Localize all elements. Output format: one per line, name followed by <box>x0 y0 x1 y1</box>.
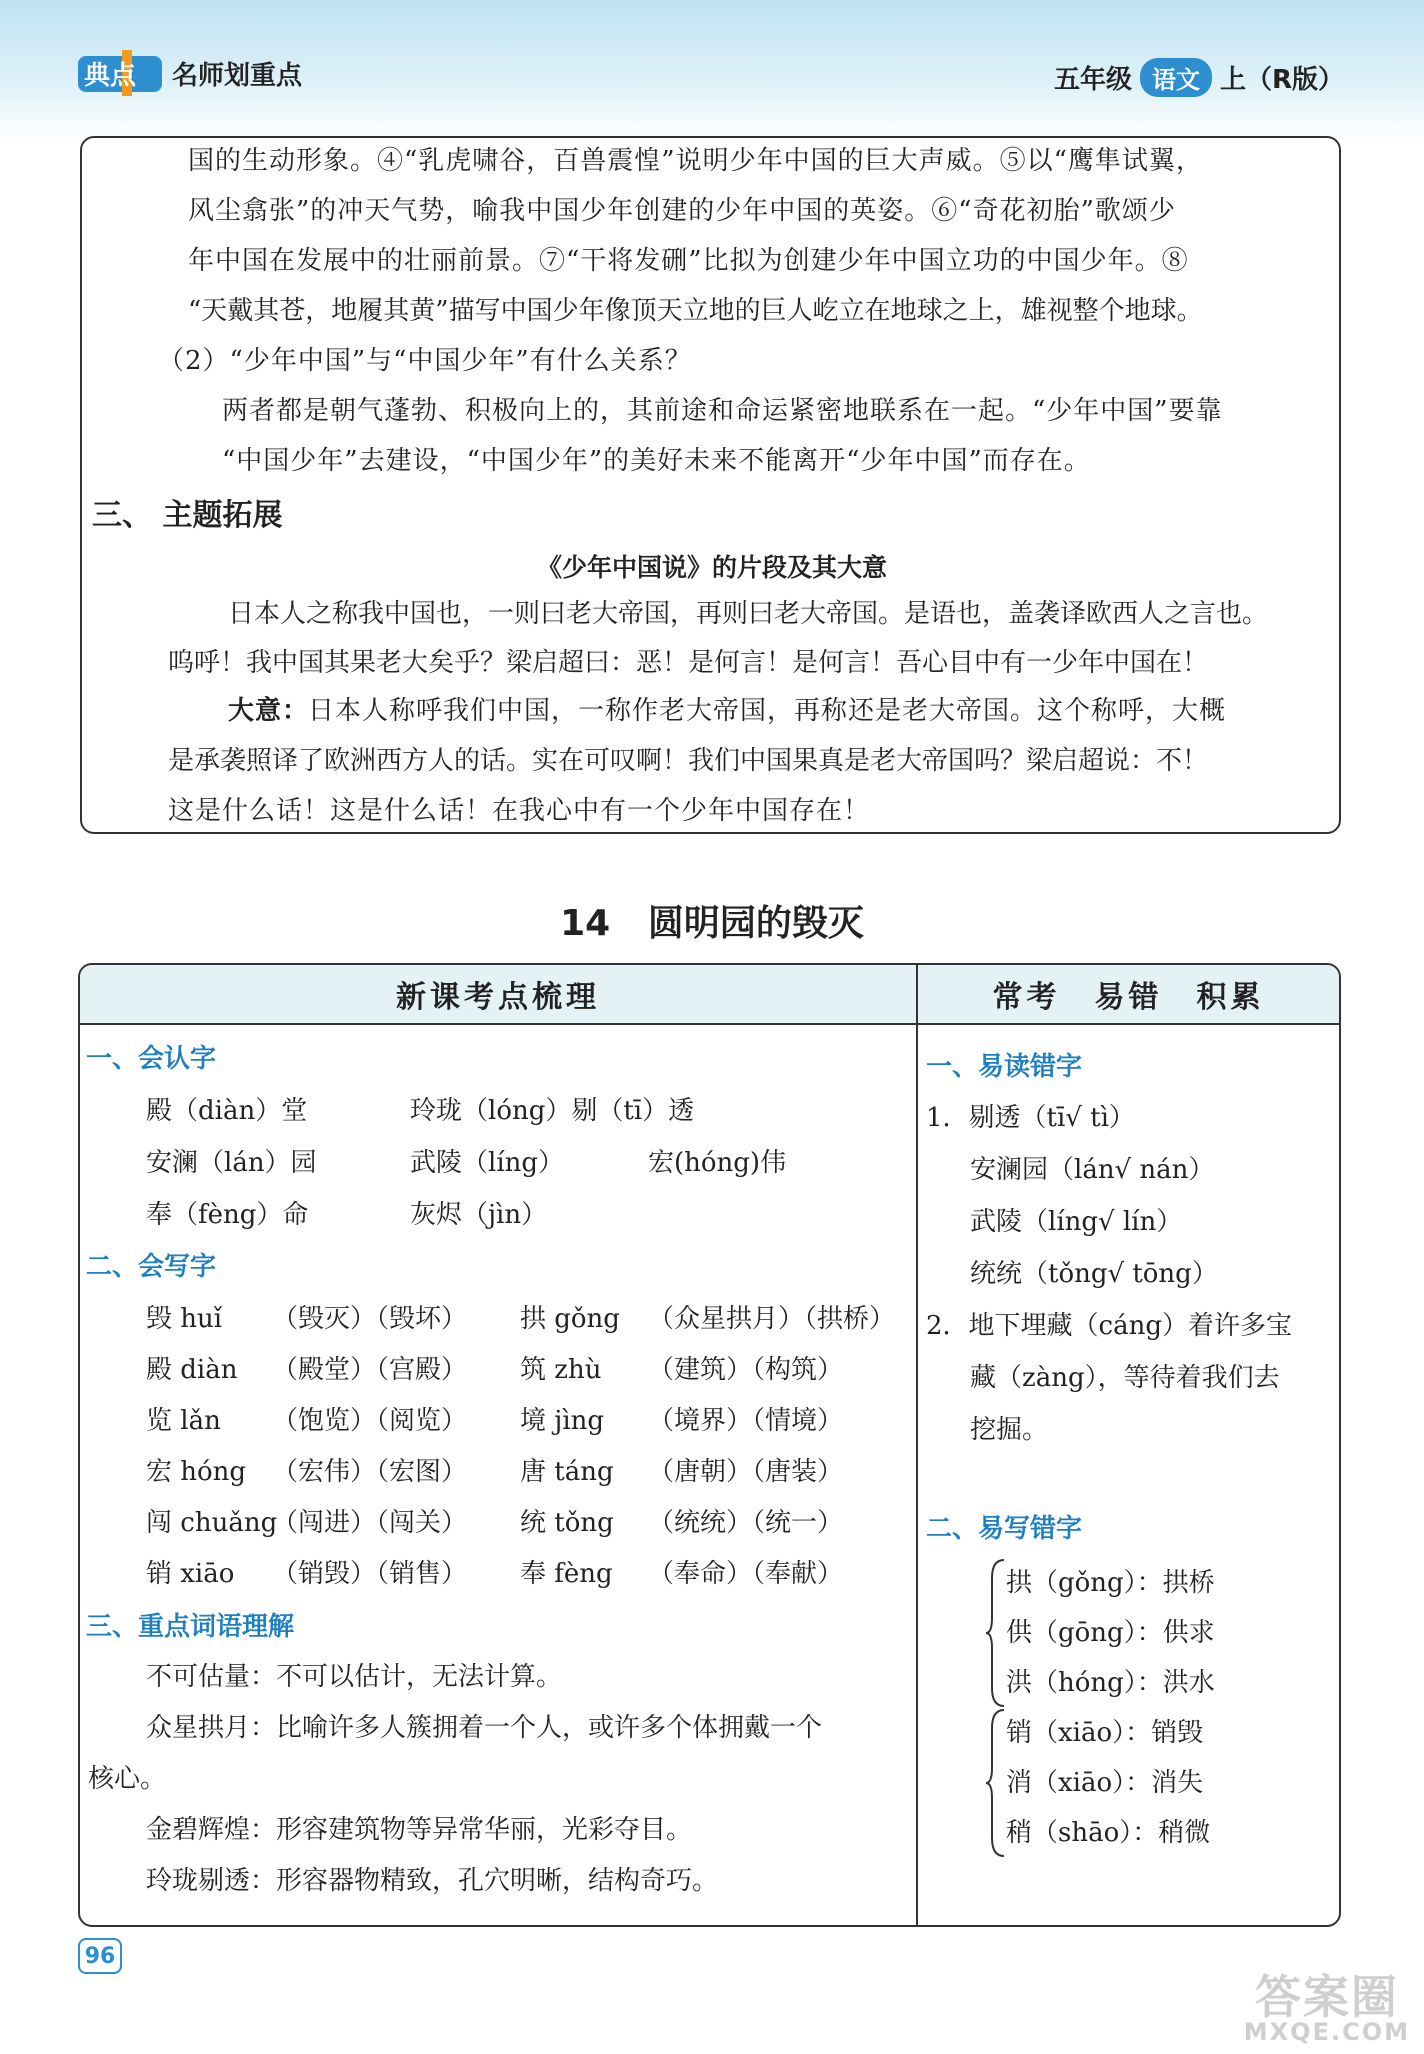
miswrite-item: 消（xiāo）：消失 <box>1006 1768 1204 1798</box>
lesson-name: 圆明园的毁灭 <box>647 903 864 944</box>
subject-badge: 语文 <box>1140 58 1212 97</box>
right-column-header: 常考 易错 积累 <box>916 965 1341 1025</box>
write-char: 览 lǎn <box>146 1406 221 1436</box>
recognize-item: 殿（diàn）堂 <box>146 1096 308 1126</box>
answer-line: 国的生动形象。④“乳虎啸谷，百兽震惶”说明少年中国的巨大声威。⑤以“鹰隼试翼， <box>188 146 1203 176</box>
misread-line: 安澜园（lán√ nán） <box>970 1155 1215 1185</box>
section-title: 三、 主题拓展 <box>92 498 283 533</box>
write-char: 境 jìng <box>520 1406 605 1436</box>
miswrite-item: 洪（hóng）：洪水 <box>1006 1668 1215 1698</box>
vocab-line: 玲珑剔透：形容器物精致，孔穴明晰，结构奇巧。 <box>146 1866 719 1896</box>
vocab-line: 金碧辉煌：形容建筑物等异常华丽，光彩夺目。 <box>146 1815 693 1845</box>
miswrite-item: 销（xiāo）：销毁 <box>1006 1718 1204 1748</box>
recognize-item: 奉（fèng）命 <box>146 1200 309 1230</box>
section-misread-title: 一、易读错字 <box>926 1052 1083 1082</box>
write-words: （销毁）（销售） <box>272 1559 468 1589</box>
write-char: 唐 táng <box>520 1457 614 1487</box>
write-words: （境界）（情境） <box>648 1406 844 1436</box>
meaning-line: 是承袭照译了欧洲西方人的话。实在可叹啊！我们中国果真是老大帝国吗？梁启超说：不！ <box>168 746 1209 776</box>
misread-line: 1．剔透（tī√ tì） <box>926 1103 1135 1133</box>
watermark-sub: MXQE.COM <box>1243 2018 1410 2046</box>
miswrite-item: 供（gōng）：供求 <box>1006 1618 1215 1648</box>
meaning-line: 日本人称呼我们中国，一称作老大帝国，再称还是老大帝国。这个称呼，大概 <box>308 696 1227 726</box>
write-char: 宏 hóng <box>146 1457 247 1487</box>
column-divider <box>916 965 918 1927</box>
excerpt-subtitle: 《少年中国说》的片段及其大意 <box>536 553 887 582</box>
write-char: 销 xiāo <box>146 1559 235 1589</box>
logo-icon <box>78 48 162 98</box>
misread-line: 藏（zàng），等待着我们去 <box>970 1363 1280 1393</box>
write-char: 筑 zhù <box>520 1355 602 1385</box>
meaning-line: 这是什么话！这是什么话！在我心中有一个少年中国存在！ <box>168 796 871 826</box>
grade-prefix: 五年级 <box>1053 65 1132 95</box>
recognize-item: 武陵（líng） <box>410 1148 565 1178</box>
left-column-header: 新课考点梳理 <box>80 965 916 1025</box>
write-char: 闯 chuǎng <box>146 1508 278 1538</box>
miswrite-item: 拱（gǒng）：拱桥 <box>1006 1568 1215 1598</box>
recognize-item: 宏(hóng)伟 <box>648 1148 787 1178</box>
write-char: 殿 diàn <box>146 1355 238 1385</box>
section-vocab-title: 三、重点词语理解 <box>86 1612 295 1642</box>
brace-icon <box>986 1708 1006 1858</box>
write-words: （殿堂）（宫殿） <box>272 1355 468 1385</box>
answer-line: 风尘翕张”的冲天气势，喻我中国少年创建的少年中国的英姿。⑥“奇花初胎”歌颂少 <box>188 196 1176 226</box>
answer-line: “天戴其苍，地履其黄”描写中国少年像顶天立地的巨人屹立在地球之上，雄视整个地球。 <box>188 296 1203 326</box>
lesson-title <box>0 895 1424 946</box>
write-words: （奉命）（奉献） <box>648 1559 844 1589</box>
vocab-line: 众星拱月：比喻许多人簇拥着一个人，或许多个体拥戴一个 <box>146 1713 823 1743</box>
page-header <box>0 0 1424 140</box>
write-words: （饱览）（阅览） <box>272 1406 468 1436</box>
write-words: （毁灭）（毁坏） <box>272 1304 468 1334</box>
meaning-label: 大意： <box>228 696 310 726</box>
misread-line: 统统（tǒng√ tōng） <box>970 1259 1218 1289</box>
answer-line: 两者都是朝气蓬勃、积极向上的，其前途和命运紧密地联系在一起。“少年中国”要靠 <box>222 396 1223 426</box>
grade-suffix: 上（R版） <box>1219 65 1344 95</box>
write-words: （唐朝）（唐装） <box>648 1457 844 1487</box>
recognize-item: 安澜（lán）园 <box>146 1148 317 1178</box>
write-char: 拱 gǒng <box>520 1304 620 1334</box>
write-words: （闯进）（闯关） <box>272 1508 468 1538</box>
recognize-item: 玲珑（lóng）剔（tī）透 <box>410 1096 695 1126</box>
section-recognize-title: 一、会认字 <box>86 1044 217 1074</box>
recognize-item: 灰烬（jìn） <box>410 1200 548 1230</box>
answer-line: 年中国在发展中的壮丽前景。⑦“干将发硎”比拟为创建少年中国立功的中国少年。⑧ <box>188 246 1189 276</box>
misread-line: 2．地下埋藏（cáng）着许多宝 <box>926 1311 1292 1341</box>
misread-line: 武陵（líng√ lín） <box>970 1207 1183 1237</box>
vocab-line: 不可估量：不可以估计，无法计算。 <box>146 1662 563 1692</box>
misread-line: 挖掘。 <box>970 1415 1049 1445</box>
write-words: （建筑）（构筑） <box>648 1355 844 1385</box>
page-number: 96 <box>78 1938 122 1974</box>
miswrite-item: 稍（shāo）：稍微 <box>1006 1818 1211 1848</box>
logo-text: 典点 <box>84 61 137 91</box>
excerpt-line: 呜呼！我中国其果老大矣乎？梁启超曰：恶！是何言！是何言！吾心目中有一少年中国在！ <box>168 648 1209 678</box>
section-miswrite-title: 二、易写错字 <box>926 1514 1083 1544</box>
brace-icon <box>986 1558 1006 1708</box>
continued-answer-box <box>80 136 1341 834</box>
grade-label <box>1054 58 1344 97</box>
answer-line: “中国少年”去建设，“中国少年”的美好未来不能离开“少年中国”而存在。 <box>222 446 1091 476</box>
write-words: （宏伟）（宏图） <box>272 1457 468 1487</box>
watermark-main: 答案圈 <box>1254 1970 1399 2024</box>
lesson-number: 14 <box>560 903 611 944</box>
watermark <box>1243 1970 1410 2046</box>
write-words: （众星拱月）（拱桥） <box>648 1304 896 1334</box>
excerpt-line: 日本人之称我中国也，一则曰老大帝国，再则曰老大帝国。是语也，盖袭译欧西人之言也。 <box>228 599 1269 629</box>
write-words: （统统）（统一） <box>648 1508 844 1538</box>
write-char: 毁 huǐ <box>146 1304 223 1334</box>
section-write-title: 二、会写字 <box>86 1252 217 1282</box>
write-char: 奉 fèng <box>520 1559 613 1589</box>
brand-name: 名师划重点 <box>172 61 303 91</box>
question-line: （2）“少年中国”与“中国少年”有什么关系？ <box>158 346 692 376</box>
write-char: 统 tǒng <box>520 1508 614 1538</box>
vocab-line: 核心。 <box>88 1764 167 1794</box>
